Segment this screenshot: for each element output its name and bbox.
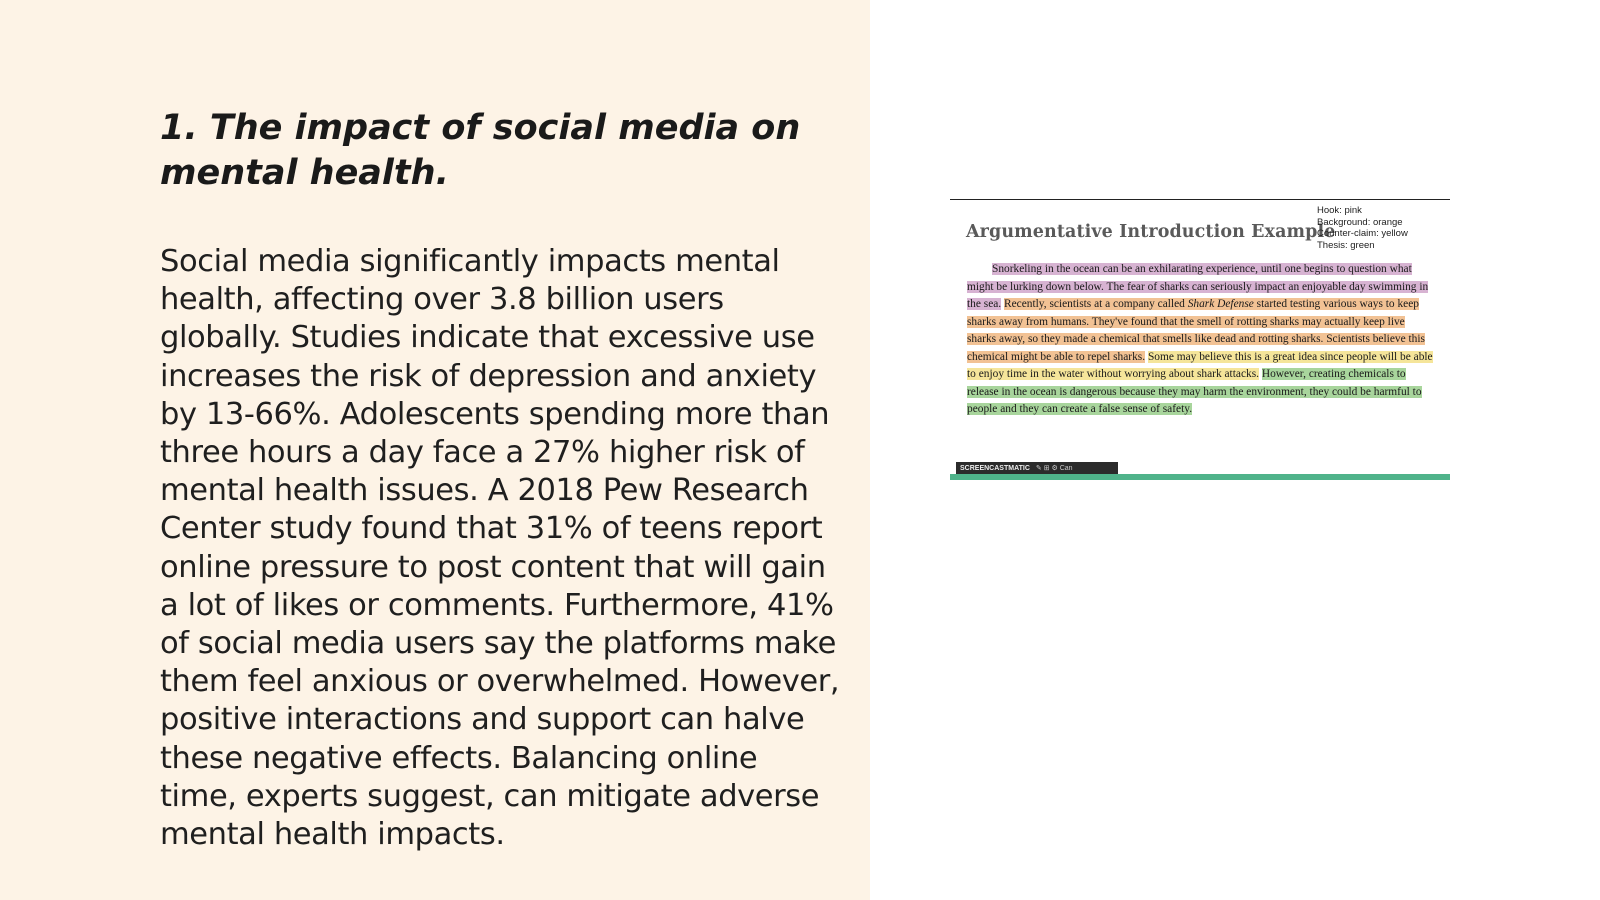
passage-hook: Snorkeling in the ocean can be an exhilarating experience, until one begins to question what might be lurking down below. The fear of sharks can seriously impact an enjoyable day swimming in the sea. — [967, 263, 1429, 310]
screen-recorder-toolbar[interactable] — [956, 462, 1118, 474]
recorder-brand: SCREENCASTMATIC — [960, 464, 1030, 472]
legend-item-counter-claim: Counter-claim: yellow — [1317, 228, 1408, 239]
highlight-legend — [1317, 205, 1408, 251]
passage-background-post: started testing various ways to keep sharks away from humans. They've found that the smell of rotting sharks may actually keep live sharks away, so they made a chemical that smells like dead and rotting sharks. Scientists believe this chemical might be able to repel sharks. — [967, 298, 1425, 363]
recorder-controls[interactable]: ✎ ⊞ ⚙ Can — [1035, 465, 1073, 472]
passage-counter-claim: Some may believe this is a great idea since people will be able to enjoy time in the water without worrying about shark attacks. — [967, 350, 1433, 380]
screenshot-title: Argumentative Introduction Example — [966, 222, 1336, 242]
passage-thesis: However, creating chemicals to release in the ocean is dangerous because they may harm the environment, they could be harmful to people and they can create a false sense of safety. — [967, 368, 1422, 415]
passage-background-pre: Recently, scientists at a company called — [1004, 298, 1185, 310]
slide-title: 1. The impact of social media on mental health. — [160, 108, 801, 193]
video-progress-bar[interactable] — [950, 474, 1450, 480]
legend-item-thesis: Thesis: green — [1317, 239, 1375, 251]
passage-background-italic: Shark Defense — [1187, 298, 1254, 310]
slide-body-text: Social media significantly impacts mental health, affecting over 3.8 billion users globally. Studies indicate that excessive use increases the risk of depression and anxiety by 13-66%. Adolescents spending more than three hours a day face a 27% higher risk of mental health issues. A 2018 Pew Research Center study found that 31% of teens report online pressure to post content that will gain a lot of likes or comments. Furthermore, 41% of social media users say the platforms make them feel anxious or overwhelmed. However, positive interactions and support can halve these negative effects. Balancing online time, experts suggest, can mitigate adverse mental health impacts. — [160, 244, 840, 853]
legend-item-background: Background: orange — [1317, 216, 1403, 228]
example-passage — [967, 261, 1435, 419]
embedded-video-screenshot — [950, 199, 1450, 480]
legend-item-hook: Hook: pink — [1317, 205, 1362, 216]
